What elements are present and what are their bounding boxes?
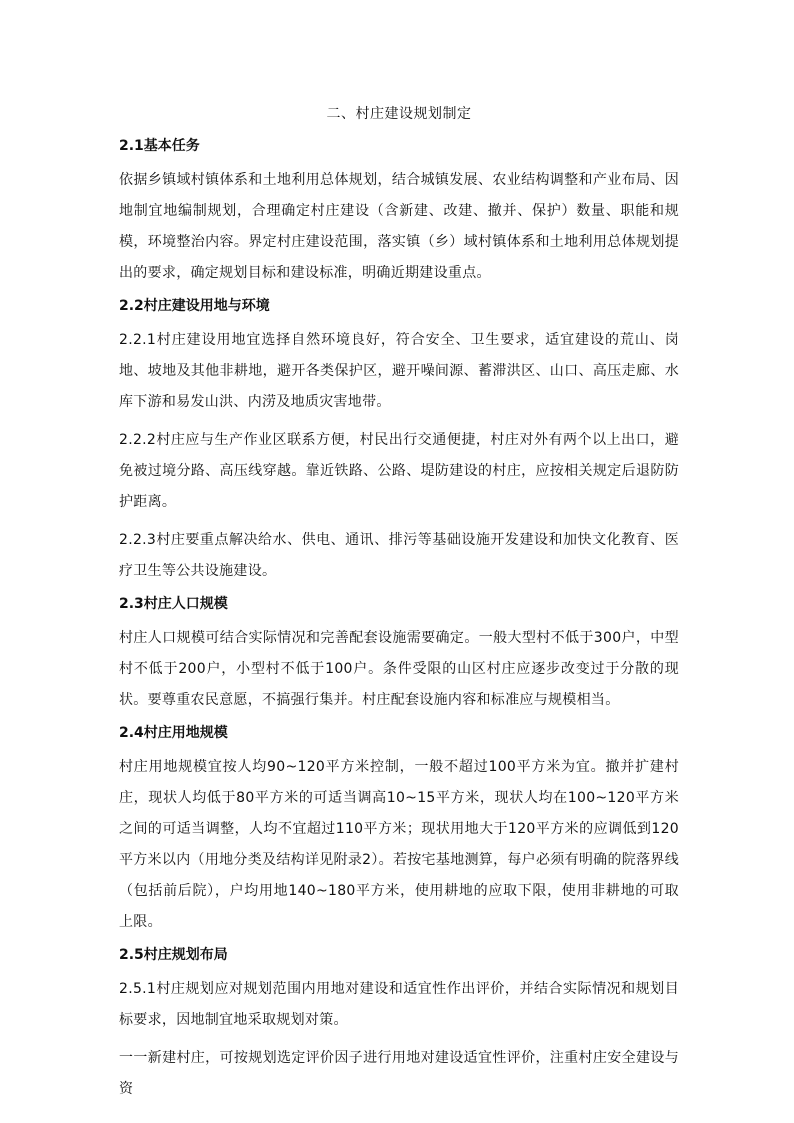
paragraph: 村庄用地规模宜按人均90~120平方米控制，一般不超过100平方米为宜。撤并扩建村庄，现状人均低于80平方米的可适当调高10~15平方米，现状人均在100~120平方米之间的可适当调整，人均不宜超过110平方米；现状用地大于120平方米的应调低到120平方米以内（用地分类及结构详见附录2）。若按宅基地测算，每户必须有明确的院落界线（包括前后院），户均用地140~180平方米，使用耕地的应取下限，使用非耕地的可取上限。 xyxy=(119,759,679,930)
document-title: 二、村庄建设规划制定 xyxy=(326,106,472,122)
paragraph: 一一新建村庄，可按规划选定评价因子进行用地对建设适宜性评价，注重村庄安全建设与资 xyxy=(119,1050,679,1097)
paragraph: 2.5.1村庄规划应对规划范围内用地对建设和适宜性作出评价，并结合实际情况和规划目标要求，因地制宜地采取规划对策。 xyxy=(119,981,679,1028)
document-body xyxy=(119,104,679,1105)
paragraph: 依据乡镇域村镇体系和土地利用总体规划，结合城镇发展、农业结构调整和产业布局、因地制宜地编制规划，合理确定村庄建设（含新建、改建、撤并、保护）数量、职能和规模，环境整治内容。界定村庄建设范围，落实镇（乡）域村镇体系和土地利用总体规划提出的要求，确定规划目标和建设标准，明确近期建设重点。 xyxy=(119,172,679,281)
paragraph: 2.2.2村庄应与生产作业区联系方便，村民出行交通便捷，村庄对外有两个以上出口，避免被过境分路、高压线穿越。靠近铁路、公路、堤防建设的村庄，应按相关规定后退防防护距离。 xyxy=(119,432,679,510)
paragraph: 2.2.3村庄要重点解决给水、供电、通讯、排污等基础设施开发建设和加快文化教育、医疗卫生等公共设施建设。 xyxy=(119,532,679,579)
section-heading-2-4: 2.4村庄用地规模 xyxy=(119,725,228,741)
section-heading-2-5: 2.5村庄规划布局 xyxy=(119,947,228,963)
section-heading-2-3: 2.3村庄人口规模 xyxy=(119,596,228,612)
section-heading-2-1: 2.1基本任务 xyxy=(119,138,200,154)
paragraph: 2.2.1村庄建设用地宜选择自然环境良好，符合安全、卫生要求，适宜建设的荒山、岗地、坡地及其他非耕地，避开各类保护区，避开噪间源、蓄滞洪区、山口、高压走廊、水库下游和易发山洪、内涝及地质灾害地带。 xyxy=(119,332,679,410)
paragraph: 村庄人口规模可结合实际情况和完善配套设施需要确定。一般大型村不低于300户，中型村不低于200户，小型村不低于100户。条件受限的山区村庄应逐步改变过于分散的现状。要尊重农民意愿，不搞强行集并。村庄配套设施内容和标准应与规模相当。 xyxy=(119,630,679,708)
section-heading-2-2: 2.2村庄建设用地与环境 xyxy=(119,298,270,314)
